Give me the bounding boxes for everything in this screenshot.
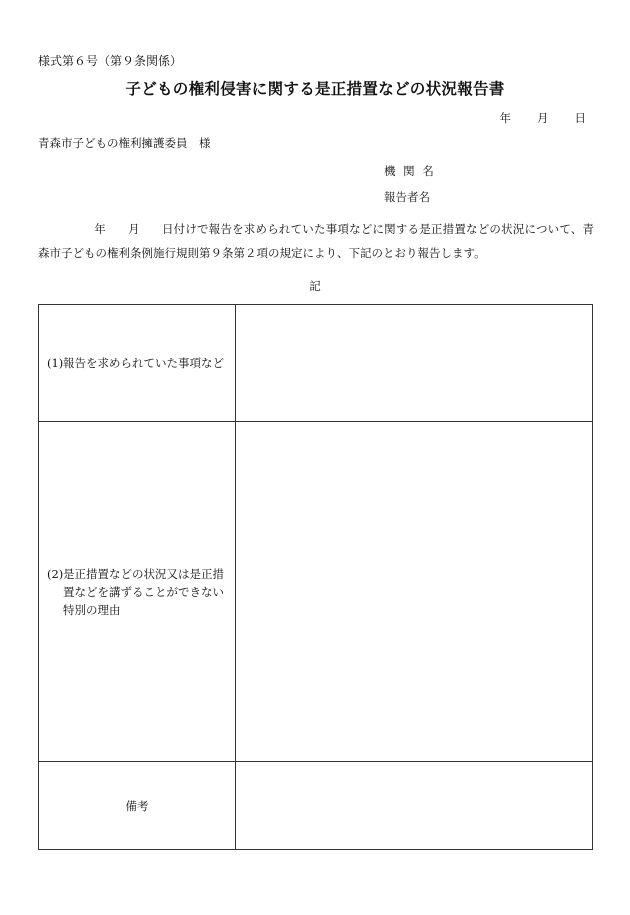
date-line xyxy=(500,110,587,126)
corrective-status-label-cell xyxy=(39,422,236,762)
reporter-label: 報告者名 xyxy=(384,190,430,204)
reported-matters-label-cell xyxy=(39,305,236,422)
corrective-status-value-cell[interactable] xyxy=(236,422,593,762)
remarks-value-cell[interactable] xyxy=(236,762,593,850)
report-body xyxy=(38,217,594,265)
remarks-label-cell: 備考 xyxy=(39,762,236,850)
body-year: 年 xyxy=(94,222,106,236)
table-row xyxy=(39,762,593,850)
form-number: 様式第６号（第９条関係） xyxy=(38,54,183,68)
date-month: 月 xyxy=(537,111,549,125)
table-row xyxy=(39,422,593,762)
row1-label: 報告を求められていた事項など xyxy=(63,356,224,370)
row1-number: (1) xyxy=(47,356,64,370)
ki-heading: 記 xyxy=(309,279,321,293)
table-row xyxy=(39,305,593,422)
date-year: 年 xyxy=(499,111,511,125)
report-table xyxy=(38,304,593,850)
date-day: 日 xyxy=(574,111,586,125)
document-title: 子どもの権利侵害に関する是正措置などの状況報告書 xyxy=(125,80,505,98)
addressee: 青森市子どもの権利擁護委員 様 xyxy=(38,136,211,150)
body-text: 日付けで報告を求められていた事項などに関する是正措置などの状況について、青森市子どもの権利条例施行規則第９条第２項の規定により、下記のとおり報告します。 xyxy=(38,222,594,260)
organization-label: 機 関 名 xyxy=(384,164,436,178)
reported-matters-value-cell[interactable] xyxy=(236,305,593,422)
row2-number: (2) xyxy=(47,566,64,581)
row2-label: 是正措置などの状況又は是正措置などを講ずることができない特別の理由 xyxy=(63,566,224,617)
body-month: 月 xyxy=(127,222,140,236)
